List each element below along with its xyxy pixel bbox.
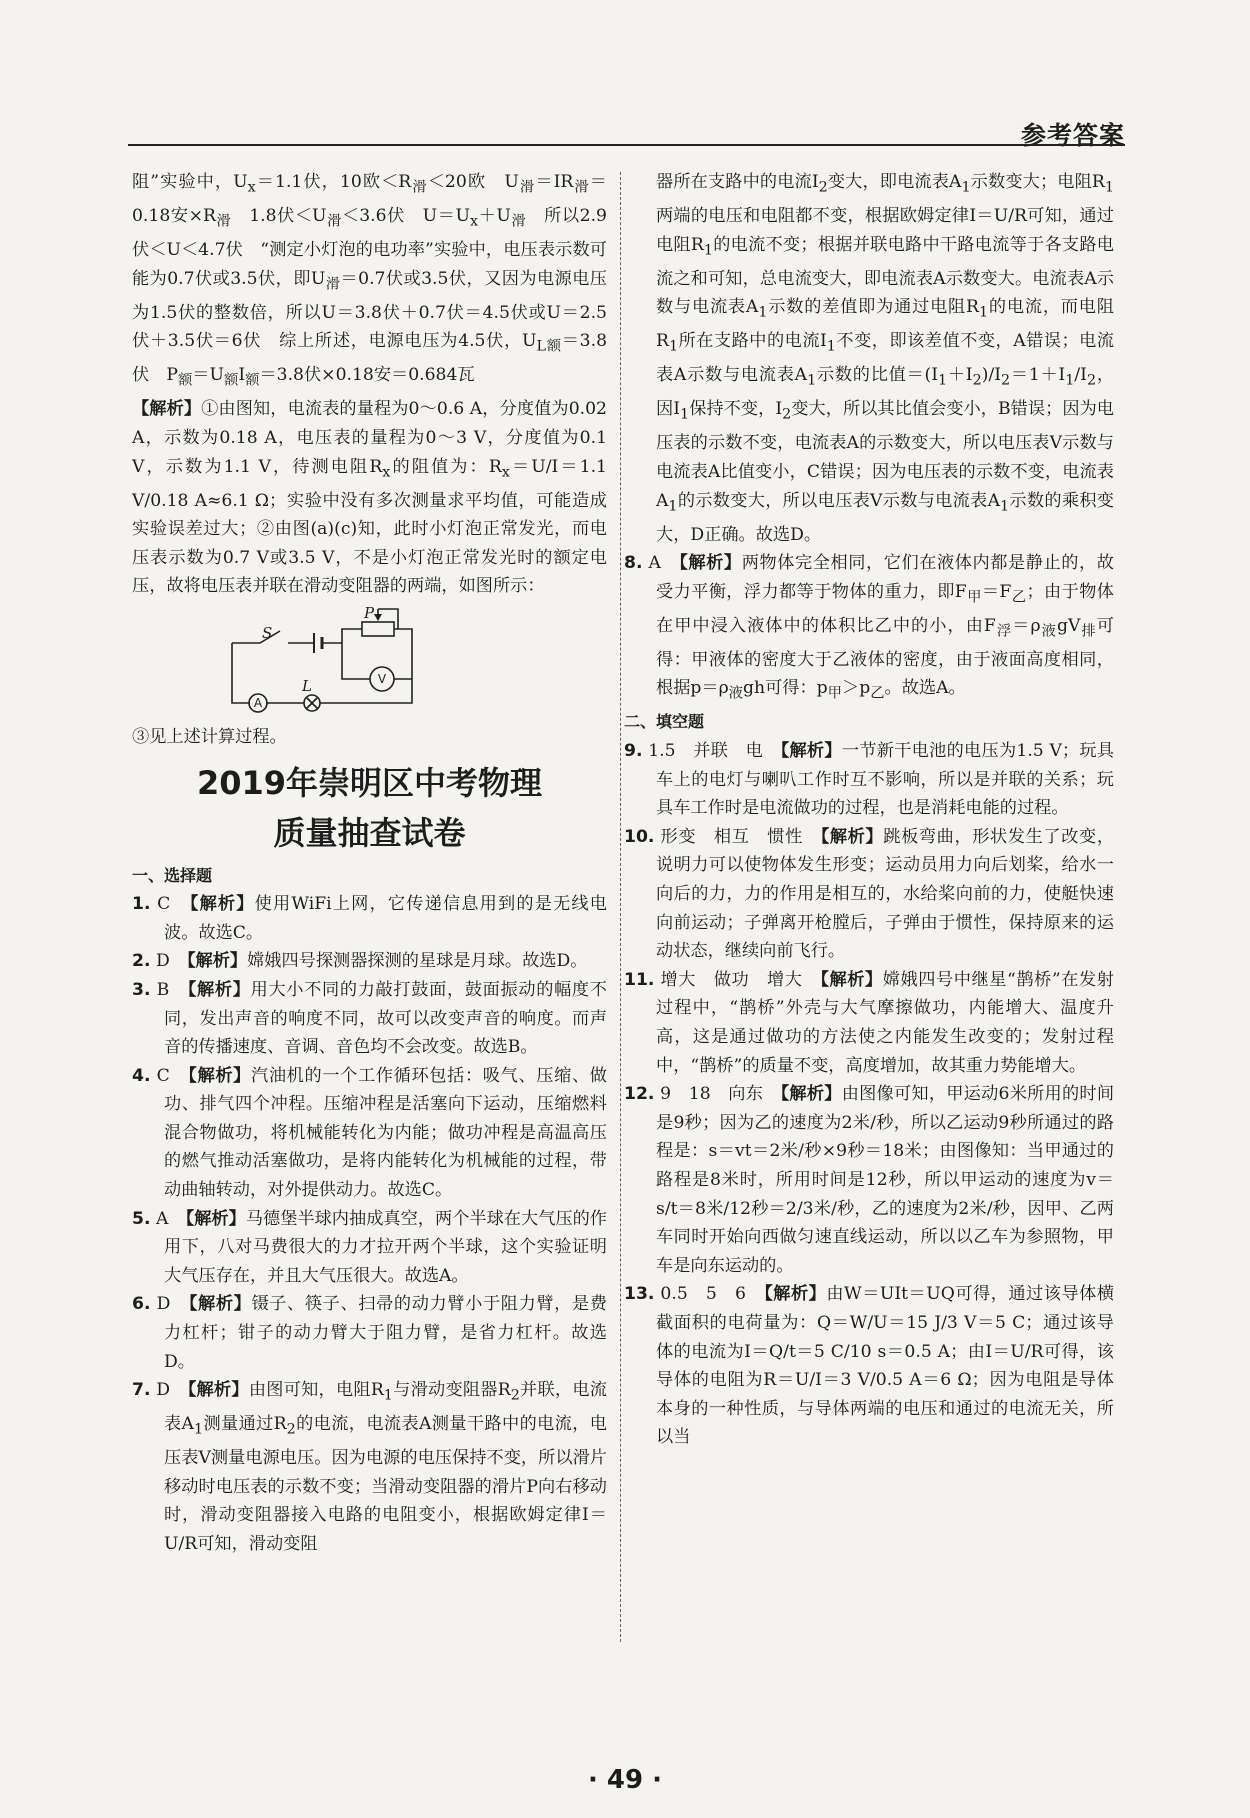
exam-title-line-1: 2019年崇明区中考物理 <box>196 763 543 802</box>
answer-item-13: 13. 0.5 5 6 【解析】由W＝UIt＝UQ可得，通过该导体横截面积的电荷量为：Q＝W/U＝15 J/3 V＝5 C；通过该导体的电流为I＝Q/t＝5 C/10 s＝0.5 A；由I＝U/R可得，该导体的电阻为R＝U/I＝3 V/0.5 A＝6 Ω；因为电阻是导体本身的一种性质，与导体两端的电压和通过的电流无关，所以当 <box>624 1284 1115 1448</box>
section-heading-fill: 二、填空题 <box>624 712 705 732</box>
answer-item-11: 11. 增大 做功 增大 【解析】嫦娥四号中继星“鹊桥”在发射过程中，“鹊桥”外壳与大气摩擦做功，内能增大、温度升高，这是通过做功的方法使之内能发生改变的；发射过程中，“鹊桥”的质量不变，高度增加，故其重力势能增大。 <box>624 969 1114 1076</box>
answer-item-7: 7. D 【解析】由图可知，电阻$R_1$与滑动变阻器$R_2$并联，电流表$A_1$测量通过$R_2$的电流，电流表A测量干路中的电流，电压表V测量电源电压。因为电源的电压保持不变，所以滑片移动时电压表的示数不变；当滑动变阻器的滑片P向右移动时，滑动变阻器接入电路的电阻变小，根据欧姆定律I＝U/R可知，滑动变阻 <box>132 1380 607 1555</box>
slider-label: P <box>364 604 375 622</box>
column-divider <box>620 172 621 1642</box>
page-number: · 49 · <box>587 1765 663 1795</box>
continued-paragraph-right: 器所在支路中的电流$I_2$变大，即电流表$A_1$示数变大；电阻$R_1$两端的电压和电阻都不变，根据欧姆定律I＝U/R可知，通过电阻$R_1$的电流不变；根据并联电路中干路电流等于各支路电流之和可知，总电流变大，即电流表A示数变大。电流表A示数与电流表$A_1$示数的差值即为通过电阻$R_1$的电流，而电阻$R_1$所在支路中的电流$I_1$不变，即该差值不变，A错误；电流表A示数与电流表$A_1$示数的比值$=(I_1+I_2)/I_2=1+I_1/I_2$，因$I_1$保持不变，$I_2$变大，所以其比值会变小，B错误；因为电压表的示数不变，电流表A的示数变大，所以电压表V示数与电流表A比值变小，C错误；因为电压表的示数不变，电流表$A_1$的示数变大，所以电压表V示数与电流表$A_1$示数的乘积变大，D正确。故选D。 <box>656 172 1115 545</box>
switch-label: S <box>262 623 273 642</box>
continued-paragraph-2: 【解析】①由图知，电流表的量程为0～0.6 A，分度值为0.02 A，示数为0.18 A，电压表的量程为0～3 V，分度值为0.1 V，示数为1.1 V，待测电阻$R_x$的阻值为：$R_x=U/I=1.1$ V/0.18 A≈6.1 Ω；实验中没有多次测量求平均值，可能造成实验误差过大；②由图(a)(c)知，此时小灯泡正常发光，而电压表示数为0.7 V或3.5 V，不是小灯泡正常发光时的额定电压，故将电压表并联在滑动变阻器的两端，如图所示： <box>132 399 607 597</box>
answer-item-10: 10. 形变 相互 惯性 【解析】跳板弯曲，形状发生了改变，说明力可以使物体发生形变；运动员用力向后划桨，给水一向后的力，力的作用是相互的，水给桨向前的力，使艇快速向前运动；子弹离开枪膛后，子弹由于惯性，保持原来的运动状态，继续向前飞行。 <box>624 826 1115 962</box>
answer-item-2: 2. D 【解析】嫦娥四号探测器探测的星球是月球。故选D。 <box>132 951 588 972</box>
exam-title-line-2: 质量抽查试卷 <box>273 813 466 852</box>
answer-item-5: 5. A 【解析】马德堡半球内抽成真空，两个半球在大气压的作用下，八对马费很大的力才拉开两个半球，这个实验证明大气压存在，并且大气压很大。故选A。 <box>132 1208 607 1286</box>
right-column <box>624 168 1114 1452</box>
left-column <box>132 168 607 1559</box>
circuit-diagram <box>222 605 422 717</box>
answer-item-6: 6. D 【解析】镊子、筷子、扫帚的动力臂小于阻力臂，是费力杠杆；钳子的动力臂大于阻力臂，是省力杠杆。故选D。 <box>132 1294 607 1372</box>
answer-item-1: 1. C 【解析】使用WiFi上网，它传递信息用到的是无线电波。故选C。 <box>132 894 607 943</box>
voltmeter-label: V <box>377 671 387 686</box>
continued-paragraph-1: 阻”实验中，$U_x=1.1$伏，10欧$<R_滑<20$欧 $U_滑=IR_滑=0.18$安$\times R_滑$ 1.8伏$<U_滑<3.6$伏 $U=U_x+U_滑$ 所以2.9伏＜U＜4.7伏 “测定小灯泡的电功率”实验中，电压表示数可能为0.7伏或3.5伏，即$U_滑=0.7$伏或3.5伏，又因为电源电压为1.5伏的整数倍，所以U＝3.8伏＋0.7伏＝4.5伏或U＝2.5伏＋3.5伏＝6伏 综上所述，电源电压为4.5伏，$U_{L额}=3.8$伏 $P_额=U_额I_额=3.8$伏×0.18安＝0.684瓦 <box>132 172 608 389</box>
ammeter-label: A <box>253 695 263 710</box>
exam-title <box>132 758 607 858</box>
answer-item-8: 8. A 【解析】两物体完全相同，它们在液体内都是静止的，故受力平衡，浮力都等于物体的重力，即$F_甲=F_乙$；由于物体在甲中浸入液体中的体积比乙中的小，由$F_浮=\rho_液gV_排$可得：甲液体的密度大于乙液体的密度，由于液面高度相同，根据$p=\rho_液gh$可得：$p_甲>p_乙$。故选A。 <box>624 553 1114 702</box>
answer-item-9: 9. 1.5 并联 电 【解析】一节新干电池的电压为1.5 V；玩具车上的电灯与喇叭工作时互不影响，所以是并联的关系；玩具车工作时是电流做功的过程，也是消耗电能的过程。 <box>624 741 1114 819</box>
answer-item-3: 3. B 【解析】用大小不同的力敲打鼓面，鼓面振动的幅度不同，发出声音的响度不同，故可以改变声音的响度。而声音的传播速度、音调、音色均不会改变。故选B。 <box>132 979 607 1058</box>
lamp-label: L <box>302 676 312 695</box>
answer-item-12: 12. 9 18 向东 【解析】由图像可知，甲运动6米所用的时间是9秒；因为乙的速度为2米/秒，所以乙运动9秒所通过的路程是：s＝vt＝2米/秒×9秒＝18米；由图像知：当甲通过的路程是8米时，所用时间是12秒，所以甲运动的速度为v＝s/t＝8米/12秒＝2/3米/秒，乙的速度为2米/秒，因甲、乙两车同时开始向西做匀速直线运动，所以以乙车为参照物，甲车是向东运动的。 <box>624 1084 1115 1276</box>
header-title: 参考答案 <box>1020 121 1125 150</box>
answer-item-4: 4. C 【解析】汽油机的一个工作循环包括：吸气、压缩、做功、排气四个冲程。压缩冲程是活塞向下运动，压缩燃料混合物做功，将机械能转化为内能；做功冲程是高温高压的燃气推动活塞做功，是将内能转化为机械能的过程，带动曲轴转动，对外提供动力。故选C。 <box>132 1065 607 1201</box>
header-rule <box>128 144 1125 146</box>
after-figure-text: ③见上述计算过程。 <box>132 726 287 747</box>
section-heading-choice: 一、选择题 <box>132 865 213 885</box>
